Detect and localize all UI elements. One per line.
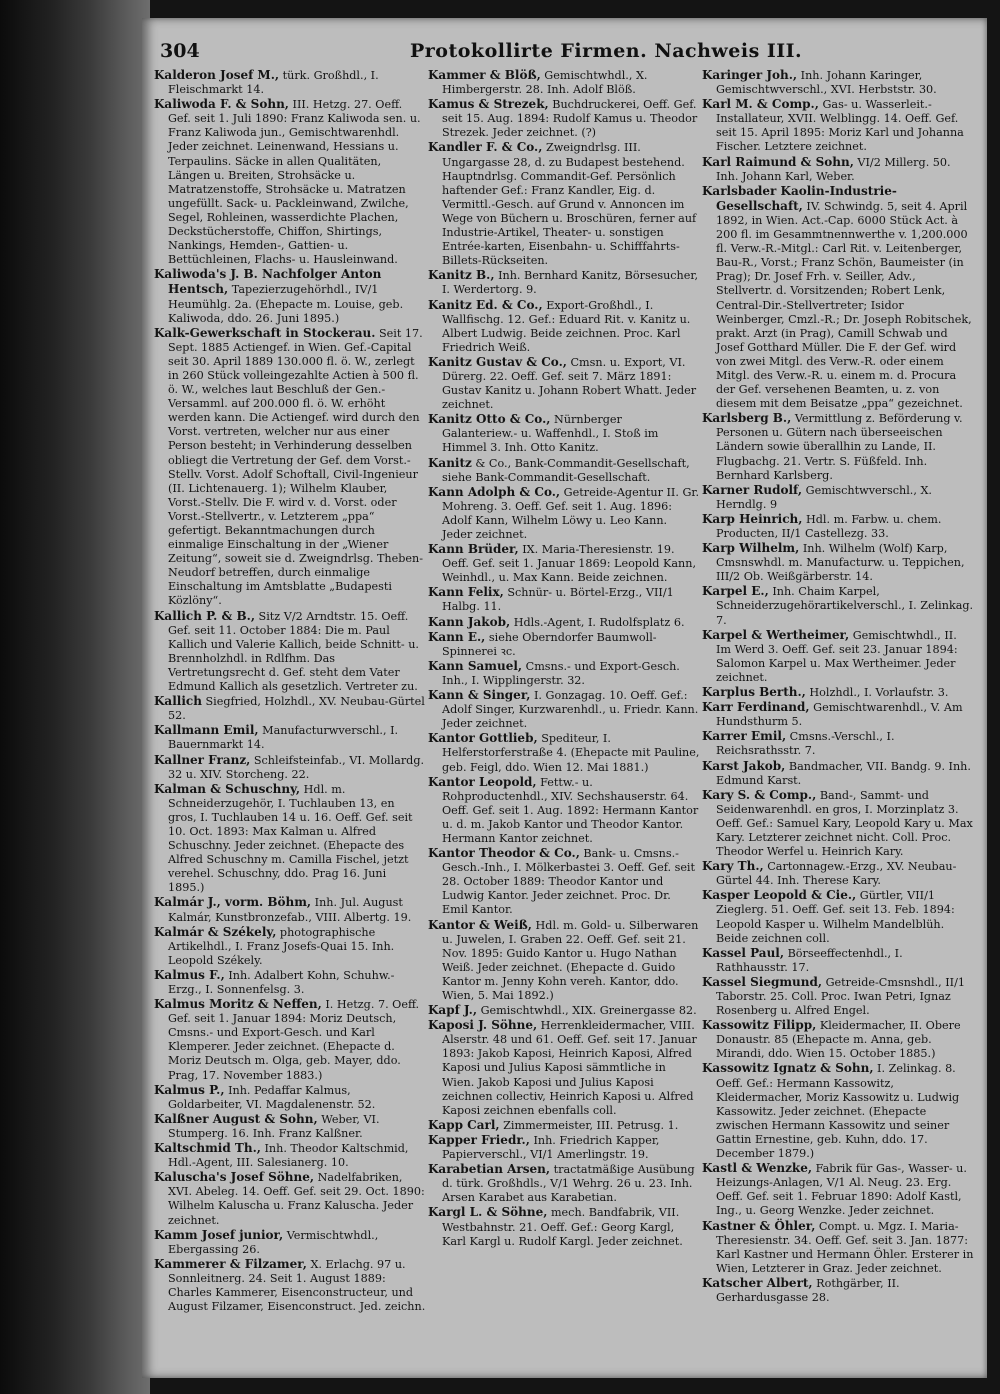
firm-details: III. Hetzg. 27. Oeff. Gef. seit 1. Juli 1890: Franz Kaliwoda sen. u. Franz Kaliwoda jun., Gemischtwarenhdl. Jeder zeichnet. Leinenwand, Hessians u. Terpaulins. Säcke in allen Qualitäten, Längen u. Breiten, Strohsäcke u. Matratzenstoffe, Strohsäcke u. Matratzen ungefüllt. Sack- u. Packleinwand, Zwilche, Segel, Rohleinen, wasserdichte Plachen, Deckstücherstoffe, Chiffon, Shirtings, Nankings, Hemden-, Gattien- u. Bettüchleinen, Flachs- u. Hausleinwand. — [168, 98, 421, 267]
directory-entry — [154, 97, 426, 267]
firm-details: Kleidermacher, II. Obere Donaustr. 85 (Ehepacte m. Anna, geb. Mirandi, ddo. Wien 15. October 1885.) — [716, 1019, 961, 1061]
directory-entry — [428, 615, 700, 630]
directory-entry — [428, 1205, 700, 1248]
firm-name: Kary S. & Comp., — [702, 787, 817, 802]
directory-entry — [154, 753, 426, 782]
directory-entry — [154, 609, 426, 695]
firm-details: Inh. Friedrich Kapper, Papierverschl., VI/1 Amerlingstr. 19. — [442, 1133, 660, 1162]
directory-entry — [428, 918, 700, 1004]
firm-name: Kann Brüder, — [428, 542, 519, 557]
firm-details: mech. Bandfabrik, VII. Westbahnstr. 21. Oeff. Gef.: Georg Kargl, Karl Kargl u. Rudolf Kargl. Jeder zeichnet. — [442, 1206, 683, 1248]
directory-entry — [702, 729, 974, 758]
directory-entry — [428, 1003, 700, 1018]
firm-name: Karl M. & Comp., — [702, 97, 819, 112]
firm-details: Schleifsteinfab., VI. Mollardg. 32 u. XIV. Storcheng. 22. — [168, 753, 425, 781]
firm-details: Compt. u. Mgz. I. Maria-Theresienstr. 34. Oeff. Gef. seit 3. Jan. 1877: Karl Kastner und Hermann Öhler. Ersterer in Wien, Letzterer in Graz. Jeder zeichnet. — [716, 1219, 974, 1275]
firm-name: Kapf J., — [428, 1003, 478, 1018]
firm-details: Gas- u. Wasserleit.-Installateur, XVII. Welblingg. 14. Oeff. Gef. seit 15. April 1895: Moriz Karl und Johanna Fischer. Letztere zeichnet. — [716, 98, 964, 154]
directory-entry — [428, 846, 700, 917]
firm-name: Kalmár & Székely, — [154, 924, 277, 939]
directory-entry — [154, 997, 426, 1083]
directory-entry — [154, 1228, 426, 1257]
directory-entry — [428, 412, 700, 455]
firm-name: Kammerer & Filzamer, — [154, 1256, 307, 1271]
firm-name: Kanitz B., — [428, 268, 495, 283]
firm-name: Kallner Franz, — [154, 752, 251, 767]
directory-entry — [702, 628, 974, 685]
firm-details: Inh. Chaim Karpel, Schneiderzugehörartikelverschl., I. Zelinkag. 7. — [716, 585, 974, 627]
firm-name: Kary Th., — [702, 859, 764, 874]
directory-entry — [428, 731, 700, 774]
firm-details: IV. Schwindg. 5, seit 4. April 1892, in Wien. Act.-Cap. 6000 Stück Act. à 200 fl. im Gesammtnennwerthe v. 1,200.000 fl. Verw.-R.-Mitgl.: Carl Rit. v. Leitenberger, Bau-R., Vorst.; Franz Schön, Baumeister (in Prag); Dr. Josef Frh. v. Seiller, Adv., Stellvertr. d. Vorsitzenden; Robert Lenk, Central-Dir.-Stellvertreter; Isidor Weinberger, Cmzl.-R.; Dr. Joseph Robitschek, prakt. Arzt (in Prag), Camill Schwab und Josef Gotthard Müller. Die F. der Gef. wird von zwei Mitgl. des Verw.-R. oder einem Mitgl. des Verw.-R. u. einem m. d. Procura der Gef. versehenen Beamten, u. z. von diesem mit dem Beisatze „ppa“ gezeichnet. — [716, 199, 972, 411]
firm-name: Karl Raimund & Sohn, — [702, 154, 854, 169]
firm-details: Gemischtwhdl., X. Himbergerstr. 28. Inh. Adolf Blöß. — [442, 69, 648, 97]
firm-details: Cmsn. u. Export, VI. Dürerg. 22. Oeff. Gef. seit 7. März 1891: Gustav Kanitz u. Johann Robert Whatt. Jeder zeichnet. — [442, 355, 697, 412]
firm-name: Kalßner August & Sohn, — [154, 1111, 318, 1126]
firm-name: Karp Wilhelm, — [702, 541, 800, 556]
firm-name: Kandler F. & Co., — [428, 140, 543, 155]
directory-entry — [702, 700, 974, 729]
firm-name: Kapper Friedr., — [428, 1132, 530, 1147]
firm-name: Kassowitz Filipp, — [702, 1018, 817, 1033]
firm-name: Karinger Joh., — [702, 68, 798, 82]
firm-details: Nürnberger Galanteriew.- u. Waffenhdl., I. Stoß im Himmel 3. Inh. Otto Kanitz. — [442, 413, 659, 455]
firm-name: Kann Adolph & Co., — [428, 484, 561, 499]
firm-details: Export-Großhdl., I. Wallfischg. 12. Gef.: Eduard Rit. v. Kanitz u. Albert Ludwig. Beide zeichnen. Proc. Karl Friedrich Weiß. — [442, 298, 691, 354]
firm-name: Kanitz Gustav & Co., — [428, 354, 567, 369]
column-3 — [702, 68, 974, 1368]
firm-details: türk. Großhdl., I. Fleischmarkt 14. — [168, 69, 379, 97]
page-sheet — [142, 18, 987, 1378]
firm-details: tractatmäßige Ausübung d. türk. Großhdls., V/1 Wehrg. 26 u. 23. Inh. Arsen Karabet aus Karabetian. — [442, 1163, 695, 1205]
directory-entry — [428, 68, 700, 97]
directory-entry — [702, 184, 974, 412]
directory-entry — [428, 659, 700, 688]
firm-name: Karp Heinrich, — [702, 511, 803, 526]
firm-name: Kassel Paul, — [702, 945, 785, 960]
firm-name: Kaltschmid Th., — [154, 1141, 261, 1156]
column-2 — [428, 68, 700, 1368]
firm-name: Karr Ferdinand, — [702, 700, 810, 715]
firm-name: Kalderon Josef M., — [154, 68, 280, 82]
directory-entry — [428, 1162, 700, 1205]
firm-name: Kallmann Emil, — [154, 723, 259, 738]
firm-details: Zimmermeister, III. Petrusg. 1. — [499, 1118, 679, 1132]
firm-name: Kaposi J. Söhne, — [428, 1018, 538, 1033]
firm-name: Kann & Singer, — [428, 688, 531, 703]
firm-details: & Co., Bank-Commandit-Gesellschaft, siehe Bank-Commandit-Gesellschaft. — [442, 456, 690, 484]
firm-details: Gemischtwarenhdl., V. Am Hundsthurm 5. — [716, 701, 963, 729]
firm-name: Karlsbader Kaolin-Industrie-Gesellschaft, — [702, 183, 897, 213]
firm-details: Gemischtwhdl., II. Im Werd 3. Oeff. Gef. seit 23. Januar 1894: Salomon Karpel u. Max Wertheimer. Jeder zeichnet. — [716, 628, 958, 684]
firm-details: Buchdruckerei, Oeff. Gef. seit 15. Aug. 1894: Rudolf Kamus u. Theodor Strezek. Jeder zeichnet. (?) — [442, 98, 698, 140]
firm-details: Fabrik für Gas-, Wasser- u. Heizungs-Anlagen, V/1 Al. Neug. 23. Erg. Oeff. Gef. seit 1. Februar 1890: Adolf Kastl, Ing., u. Georg Wenzke. Jeder zeichnet. — [716, 1162, 967, 1218]
firm-name: Kassowitz Ignatz & Sohn, — [702, 1061, 874, 1076]
firm-name: Karabetian Arsen, — [428, 1162, 551, 1177]
firm-name: Kammer & Blöß, — [428, 68, 541, 82]
directory-entry — [154, 1257, 426, 1314]
firm-name: Kaliwoda's J. B. Nachfolger Anton Hentsch, — [154, 267, 382, 297]
firm-name: Kann E., — [428, 629, 486, 644]
firm-name: Kalmus F., — [154, 967, 225, 982]
directory-entry — [154, 968, 426, 997]
firm-name: Kann Jakob, — [428, 614, 511, 629]
firm-name: Kastl & Wenzke, — [702, 1161, 813, 1176]
directory-entry — [428, 1133, 700, 1162]
directory-entry — [702, 411, 974, 482]
firm-name: Karplus Berth., — [702, 685, 806, 700]
page-header — [160, 40, 980, 68]
directory-entry — [154, 326, 426, 609]
firm-name: Kamus & Strezek, — [428, 97, 549, 112]
firm-details: Bank- u. Cmsns.-Gesch.-Inh., I. Mölkerbastei 3. Oeff. Gef. seit 28. October 1889: Theodor Kantor und Ludwig Kantor. Jeder zeichnet. Proc. Dr. Emil Kantor. — [442, 847, 696, 917]
firm-details: Sitz V/2 Arndtstr. 15. Oeff. Gef. seit 11. October 1884: Die m. Paul Kallich und Valerie Kallich, beide Schnitt- u. Brennholzhdl. in Rdlfhm. Das Vertretungsrecht d. Gef. steht dem Vater Edmund Kallich als gesetzlich. Vertreter zu. — [168, 609, 419, 694]
firm-details: IX. Maria-Theresienstr. 19. Oeff. Gef. seit 1. Januar 1869: Leopold Kann, Weinhdl., u. Max Kann. Beide zeichnen. — [442, 543, 696, 585]
directory-entry — [702, 97, 974, 154]
directory-entry — [428, 268, 700, 297]
firm-details: Gemischtwverschl., X. Herndlg. 9 — [716, 483, 932, 511]
directory-entry — [154, 1083, 426, 1112]
firm-details: Rothgärber, II. Gerhardusgasse 28. — [716, 1276, 900, 1304]
firm-details: photographische Artikelhdl., I. Franz Josefs-Quai 15. Inh. Leopold Székely. — [168, 925, 395, 967]
firm-details: Hdl. m. Farbw. u. chem. Producten, II/1 Castellezg. 33. — [716, 512, 942, 540]
firm-name: Kapp Carl, — [428, 1117, 500, 1132]
firm-name: Kassel Siegmund, — [702, 974, 823, 989]
firm-name: Kann Samuel, — [428, 658, 523, 673]
firm-details: Herrenkleidermacher, VIII. Alserstr. 48 und 61. Oeff. Gef. seit 17. Januar 1893: Jakob Kaposi, Heinrich Kaposi, Alfred Kaposi und Julius Kaposi sämmtliche in Wien. Jakob Kaposi und Julius Kaposi zeichnen collectiv, Heinrich Kaposi u. Alfred Kaposi zeichnen ebenfalls coll. — [442, 1019, 697, 1117]
directory-entry — [702, 584, 974, 627]
directory-entry — [428, 140, 700, 268]
firm-name: Kalk-Gewerkschaft in Stockerau. — [154, 325, 376, 340]
directory-entry — [154, 782, 426, 896]
firm-details: Nadelfabriken, XVI. Abeleg. 14. Oeff. Gef. seit 29. Oct. 1890: Wilhelm Kaluscha u. Franz Kaluscha. Jeder zeichnet. — [168, 1171, 425, 1227]
directory-entry — [154, 267, 426, 325]
firm-details: VI/2 Millerg. 50. Inh. Johann Karl, Weber. — [716, 155, 951, 183]
firm-details: I. Zelinkag. 8. Oeff. Gef.: Hermann Kassowitz, Kleidermacher, Moriz Kassowitz u. Ludwig Kassowitz. Jeder zeichnet. (Ehepacte zwischen Hermann Kassowitz und seiner Gattin Ernestine, geb. Kuhn, ddo. 17. December 1879.) — [716, 1062, 960, 1161]
directory-entry — [154, 694, 426, 723]
directory-entry — [154, 68, 426, 97]
firm-name: Kamm Josef junior, — [154, 1227, 284, 1242]
firm-name: Kalmus Moritz & Neffen, — [154, 997, 322, 1012]
firm-details: Inh. Johann Karinger, Gemischtwverschl., XVI. Herbststr. 30. — [716, 69, 937, 97]
directory-entry — [702, 68, 974, 97]
directory-entry — [428, 688, 700, 731]
firm-details: Börseeffectenhdl., I. Rathhausstr. 17. — [716, 946, 903, 974]
directory-entry — [702, 541, 974, 584]
directory-entry — [428, 298, 700, 355]
firm-details: Tapezierzugehörhdl., IV/1 Heumühlg. 2a. (Ehepacte m. Louise, geb. Kaliwoda, ddo. 26. Juni 1895.) — [168, 283, 404, 325]
firm-details: Zweigndrlsg. III. Ungargasse 28, d. zu Budapest bestehend. Hauptndrlsg. Commandit-Gef. Persönlich haftender Gef.: Franz Kandler, Eig. d. Vermittl.-Gesch. auf Grund v. Annoncen im Wege von Büchern u. Broschüren, ferner auf Industrie-Artikel, Theater- u. sonstigen Entrée-karten, Eisenbahn- u. Schifffahrts-Billets-Rückseiten. — [442, 141, 697, 268]
firm-name: Kastner & Öhler, — [702, 1218, 816, 1233]
firm-name: Kallich P. & B., — [154, 608, 255, 623]
directory-entry — [702, 1061, 974, 1161]
directory-entry — [702, 1276, 974, 1305]
directory-entry — [428, 355, 700, 412]
firm-details: Getreide-Cmsnshdl., II/1 Taborstr. 25. Coll. Proc. Iwan Petri, Ignaz Rosenberg u. Alfred Engel. — [716, 975, 965, 1018]
firm-details: Inh. Adalbert Kohn, Schuhw.-Erzg., I. Sonnenfelsg. 3. — [168, 968, 395, 996]
firm-name: Kanitz Otto & Co., — [428, 412, 551, 427]
directory-entry — [154, 1112, 426, 1141]
directory-entry — [428, 542, 700, 585]
book-gutter — [0, 0, 150, 1394]
firm-name: Kanitz Ed. & Co., — [428, 297, 543, 312]
firm-details: Seit 17. Sept. 1885 Actiengef. in Wien. Gef.-Capital seit 30. April 1889 130.000 fl. ö. W., zerlegt in 260 Stück volleingezahlte Actien à 500 fl. ö. W., welches laut Beschluß der Gen.-Versamml. auf 200.000 fl. ö. W. erhöht werden kann. Die Actiengef. wird durch den Vorst. vertreten, welcher nur aus einer Person besteht; in Verhinderung desselben obliegt die Vertretung der Gef. dem Vorst.-Stellv. Vorst. Adolf Schoftall, Civil-Ingenieur (II. Lichtenauerg. 1); Wilhelm Klauber, Vorst.-Stellv. Die F. wird v. d. Vorst. oder Vorst.-Stellvertr., v. Letzterem „ppa“ gefertigt. Bekanntmachungen durch einmalige Einschaltung in der „Wiener Zeitung“, soweit sie d. Zweigndrlsg. Theben-Neudorf betreffen, durch einmalige Einschaltung im Amtsblatte „Budapesti Közlöny“. — [168, 326, 424, 608]
firm-details: Cmsns.- und Export-Gesch. Inh., I. Wipplingerstr. 32. — [442, 659, 680, 687]
directory-entry — [702, 1161, 974, 1218]
firm-details: Gürtler, VII/1 Zieglerg. 51. Oeff. Gef. seit 13. Feb. 1894: Leopold Kasper u. Wilhelm Mandelblüh. Beide zeichnen coll. — [716, 889, 955, 945]
firm-details: Inh. Wilhelm (Wolf) Karp, Cmsnswhdl. m. Manufacturw. u. Teppichen, III/2 Ob. Weißgärberstr. 14. — [716, 542, 965, 584]
directory-entry — [702, 155, 974, 184]
firm-details: Vermittlung z. Beförderung v. Personen u. Gütern nach überseeischen Ländern sowie überallhin zu Lande, II. Flugbachg. 21. Vertr. S. Füßfeld. Inh. Bernhard Karlsberg. — [716, 412, 963, 482]
directory-entry — [154, 1170, 426, 1227]
firm-details: Hdl. m. Gold- u. Silberwaren u. Juwelen, I. Graben 22. Oeff. Gef. seit 21. Nov. 1895: Guido Kantor u. Hugo Nathan Weiß. Jeder zeichnet. (Ehepacte d. Guido Kantor m. Jenny Kohn vereh. Kantor, ddo. Wien, 5. Mai 1892.) — [442, 918, 699, 1002]
firm-details: Getreide-Agentur II. Gr. Mohreng. 3. Oeff. Gef. seit 1. Aug. 1896: Adolf Kann, Wilhelm Löwy u. Leo Kann. Jeder zeichnet. — [442, 485, 700, 541]
directory-entry — [702, 685, 974, 700]
page-title: Protokollirte Firmen. Nachweis III. — [410, 40, 803, 62]
firm-details: Cmsns.-Verschl., I. Reichsrathsstr. 7. — [716, 730, 895, 758]
directory-entry — [154, 925, 426, 968]
firm-details: Inh. Bernhard Kanitz, Börsesucher, I. Werdertorg. 9. — [442, 269, 699, 297]
directory-entry — [702, 788, 974, 859]
firm-name: Karner Rudolf, — [702, 482, 803, 497]
directory-entry — [702, 946, 974, 975]
firm-name: Kalmár J., vorm. Böhm, — [154, 895, 312, 910]
directory-entry — [428, 456, 700, 485]
firm-details: Bandmacher, VII. Bandg. 9. Inh. Edmund Karst. — [716, 759, 971, 787]
firm-name: Karlsberg B., — [702, 411, 792, 426]
firm-details: Weber, VI. Stumperg. 16. Inh. Franz Kalßner. — [168, 1112, 380, 1140]
firm-name: Kantor & Weiß, — [428, 917, 532, 932]
firm-name: Kaluscha's Josef Söhne, — [154, 1170, 315, 1185]
firm-name: Kantor Leopold, — [428, 774, 537, 789]
firm-details: Manufacturwverschl., I. Bauernmarkt 14. — [168, 724, 399, 752]
firm-details: I. Gonzagag. 10. Oeff. Gef.: Adolf Singer, Kurzwarenhdl., u. Friedr. Kann. Jeder zeichnet. — [442, 689, 699, 731]
firm-name: Kalmus P., — [154, 1082, 225, 1097]
firm-details: Vermischtwhdl., Ebergassing 26. — [168, 1228, 379, 1256]
directory-entry — [702, 859, 974, 888]
firm-name: Kalman & Schuschny, — [154, 781, 301, 796]
directory-entry — [154, 723, 426, 752]
firm-details: siehe Oberndorfer Baumwoll-Spinnerei ꝛc. — [442, 630, 657, 658]
column-1 — [154, 68, 426, 1368]
firm-details: Hdls.-Agent, I. Rudolfsplatz 6. — [510, 615, 685, 629]
firm-details: Inh. Jul. August Kalmár, Kunstbronzefab., VIII. Albertg. 19. — [168, 896, 412, 924]
firm-details: Gemischtwhdl., XIX. Greinergasse 82. — [477, 1004, 697, 1018]
firm-details: I. Hetzg. 7. Oeff. Gef. seit 1. Januar 1894: Moriz Deutsch, Cmsns.- und Export-Gesch. und Karl Klemperer. Jeder zeichnet. (Ehepacte d. Moriz Deutsch m. Olga, geb. Mayer, ddo. Prag, 17. November 1883.) — [168, 998, 420, 1082]
directory-entry — [428, 585, 700, 614]
firm-name: Katscher Albert, — [702, 1275, 813, 1290]
firm-details: Spediteur, I. Helferstorferstraße 4. (Ehepacte mit Pauline, geb. Feigl, ddo. Wien 12. Mai 1881.) — [442, 732, 700, 774]
firm-details: Inh. Pedaffar Kalmus, Goldarbeiter, VI. Magdalenenstr. 52. — [168, 1083, 376, 1111]
directory-entry — [428, 775, 700, 846]
firm-name: Kargl L. & Söhne, — [428, 1205, 548, 1220]
firm-name: Kann Felix, — [428, 585, 504, 600]
directory-entry — [702, 483, 974, 512]
page-number: 304 — [160, 40, 200, 62]
firm-details: Fettw.- u. Rohproductenhdl., XIV. Sechshauserstr. 64. Oeff. Gef. seit 1. Aug. 1892: Hermann Kantor u. d. m. Jakob Kantor und Theodor Kantor. Hermann Kantor zeichnet. — [442, 775, 699, 845]
directory-entry — [702, 975, 974, 1018]
firm-name: Karpel & Wertheimer, — [702, 627, 850, 642]
firm-name: Kantor Gottlieb, — [428, 731, 538, 746]
directory-entry — [154, 1141, 426, 1170]
directory-entry — [702, 1018, 974, 1061]
firm-name: Karpel E., — [702, 584, 769, 599]
firm-name: Kaliwoda F. & Sohn, — [154, 97, 289, 112]
directory-entry — [702, 888, 974, 945]
directory-entry — [428, 97, 700, 140]
firm-details: Cartonnagew.-Erzg., XV. Neubau-Gürtel 44. Inh. Therese Kary. — [716, 860, 957, 888]
firm-details: X. Erlachg. 97 u. Sonnleitnerg. 24. Seit 1. August 1889: Charles Kammerer, Eisenconstructeur, und August Filzamer, Eisenconstruct. Jed. zeichn. — [168, 1257, 426, 1314]
firm-details: Inh. Theodor Kaltschmid, Hdl.-Agent, III. Salesianerg. 10. — [168, 1142, 409, 1170]
directory-entry — [428, 485, 700, 542]
directory-entry — [428, 630, 700, 659]
directory-entry — [154, 895, 426, 924]
firm-name: Karst Jakob, — [702, 758, 786, 773]
directory-entry — [702, 1219, 974, 1276]
directory-entry — [702, 759, 974, 788]
directory-entry — [702, 512, 974, 541]
firm-name: Kantor Theodor & Co., — [428, 846, 580, 861]
firm-details: Schnür- u. Börtel-Erzg., VII/1 Halbg. 11. — [442, 586, 674, 614]
firm-name: Kanitz — [428, 455, 472, 470]
directory-entry — [428, 1118, 700, 1133]
firm-name: Karrer Emil, — [702, 729, 787, 744]
firm-details: Siegfried, Holzhdl., XV. Neubau-Gürtel 52. — [168, 695, 425, 723]
directory-entry — [428, 1018, 700, 1118]
firm-details: Band-, Sammt- und Seidenwarenhdl. en gros, I. Morzinplatz 3. Oeff. Gef.: Samuel Kary, Leopold Kary u. Max Kary. Letzterer zeichnet nicht. Coll. Proc. Theodor Werfel u. Heinrich Kary. — [716, 788, 973, 859]
firm-details: Hdl. m. Schneiderzugehör, I. Tuchlauben 13, en gros, I. Tuchlauben 14 u. 16. Oeff. Gef. seit 10. Oct. 1893: Max Kalman u. Alfred Schuschny. Jeder zeichnet. (Ehepacte des Alfred Schuschny m. Camilla Fischel, jetzt verehel. Schuschny, ddo. Prag 16. Juni 1895.) — [168, 782, 413, 895]
firm-name: Kallich — [154, 694, 202, 709]
firm-name: Kasper Leopold & Cie., — [702, 888, 857, 903]
firm-details: Holzhdl., I. Vorlaufstr. 3. — [805, 686, 949, 700]
